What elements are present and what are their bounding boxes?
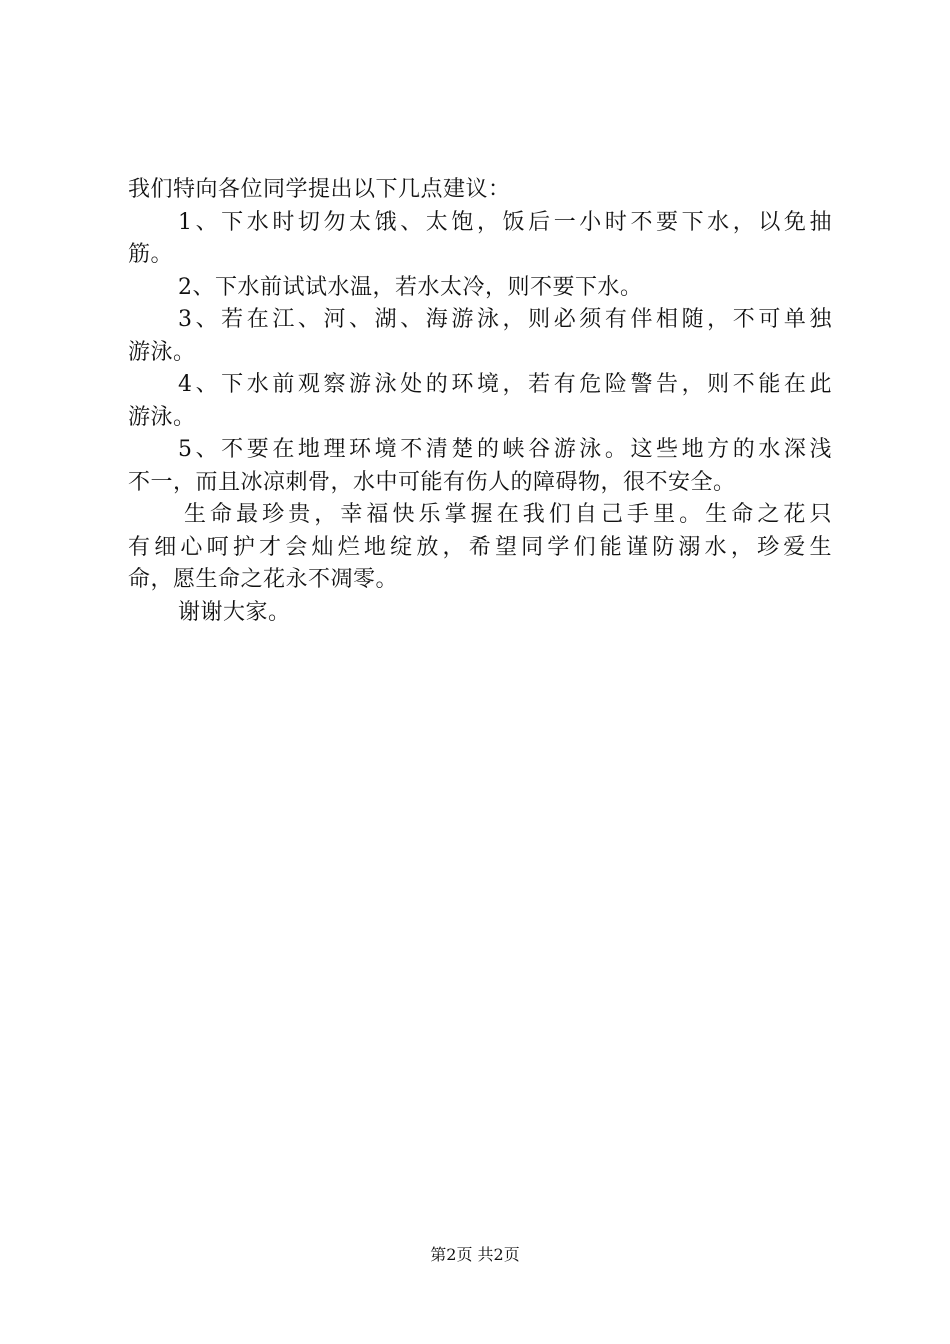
suggestion-1-line-1: 1、下水时切勿太饿、太饱，饭后一小时不要下水，以免抽 xyxy=(178,209,832,235)
page-indicator: 第2页 共2页 xyxy=(430,1245,520,1264)
intro-line: 我们特向各位同学提出以下几点建议： xyxy=(128,177,511,202)
document-body xyxy=(128,174,832,629)
closing-line-3: 命，愿生命之花永不凋零。 xyxy=(128,567,399,592)
page-footer xyxy=(0,1244,950,1266)
closing-line-1: 生命最珍贵，幸福快乐掌握在我们自己手里。生命之花只 xyxy=(184,502,832,527)
suggestion-3-line-1: 3、若在江、河、湖、海游泳，则必须有伴相随，不可单独 xyxy=(178,307,832,332)
suggestion-3-line-2: 游泳。 xyxy=(128,339,196,365)
suggestion-1-line-2: 筋。 xyxy=(128,242,174,267)
suggestion-2-line-1: 2、下水前试试水温，若水太冷，则不要下水。 xyxy=(178,274,643,300)
thanks-line: 谢谢大家。 xyxy=(178,599,291,625)
suggestion-4-line-2: 游泳。 xyxy=(128,404,196,430)
suggestion-5-line-1: 5、不要在地理环境不清楚的峡谷游泳。这些地方的水深浅 xyxy=(178,437,832,462)
suggestion-5-line-2: 不一，而且冰凉刺骨，水中可能有伤人的障碍物，很不安全。 xyxy=(128,469,736,495)
suggestion-4-line-1: 4、下水前观察游泳处的环境，若有危险警告，则不能在此 xyxy=(178,372,832,397)
closing-line-2: 有细心呵护才会灿烂地绽放，希望同学们能谨防溺水，珍爱生 xyxy=(128,534,832,560)
